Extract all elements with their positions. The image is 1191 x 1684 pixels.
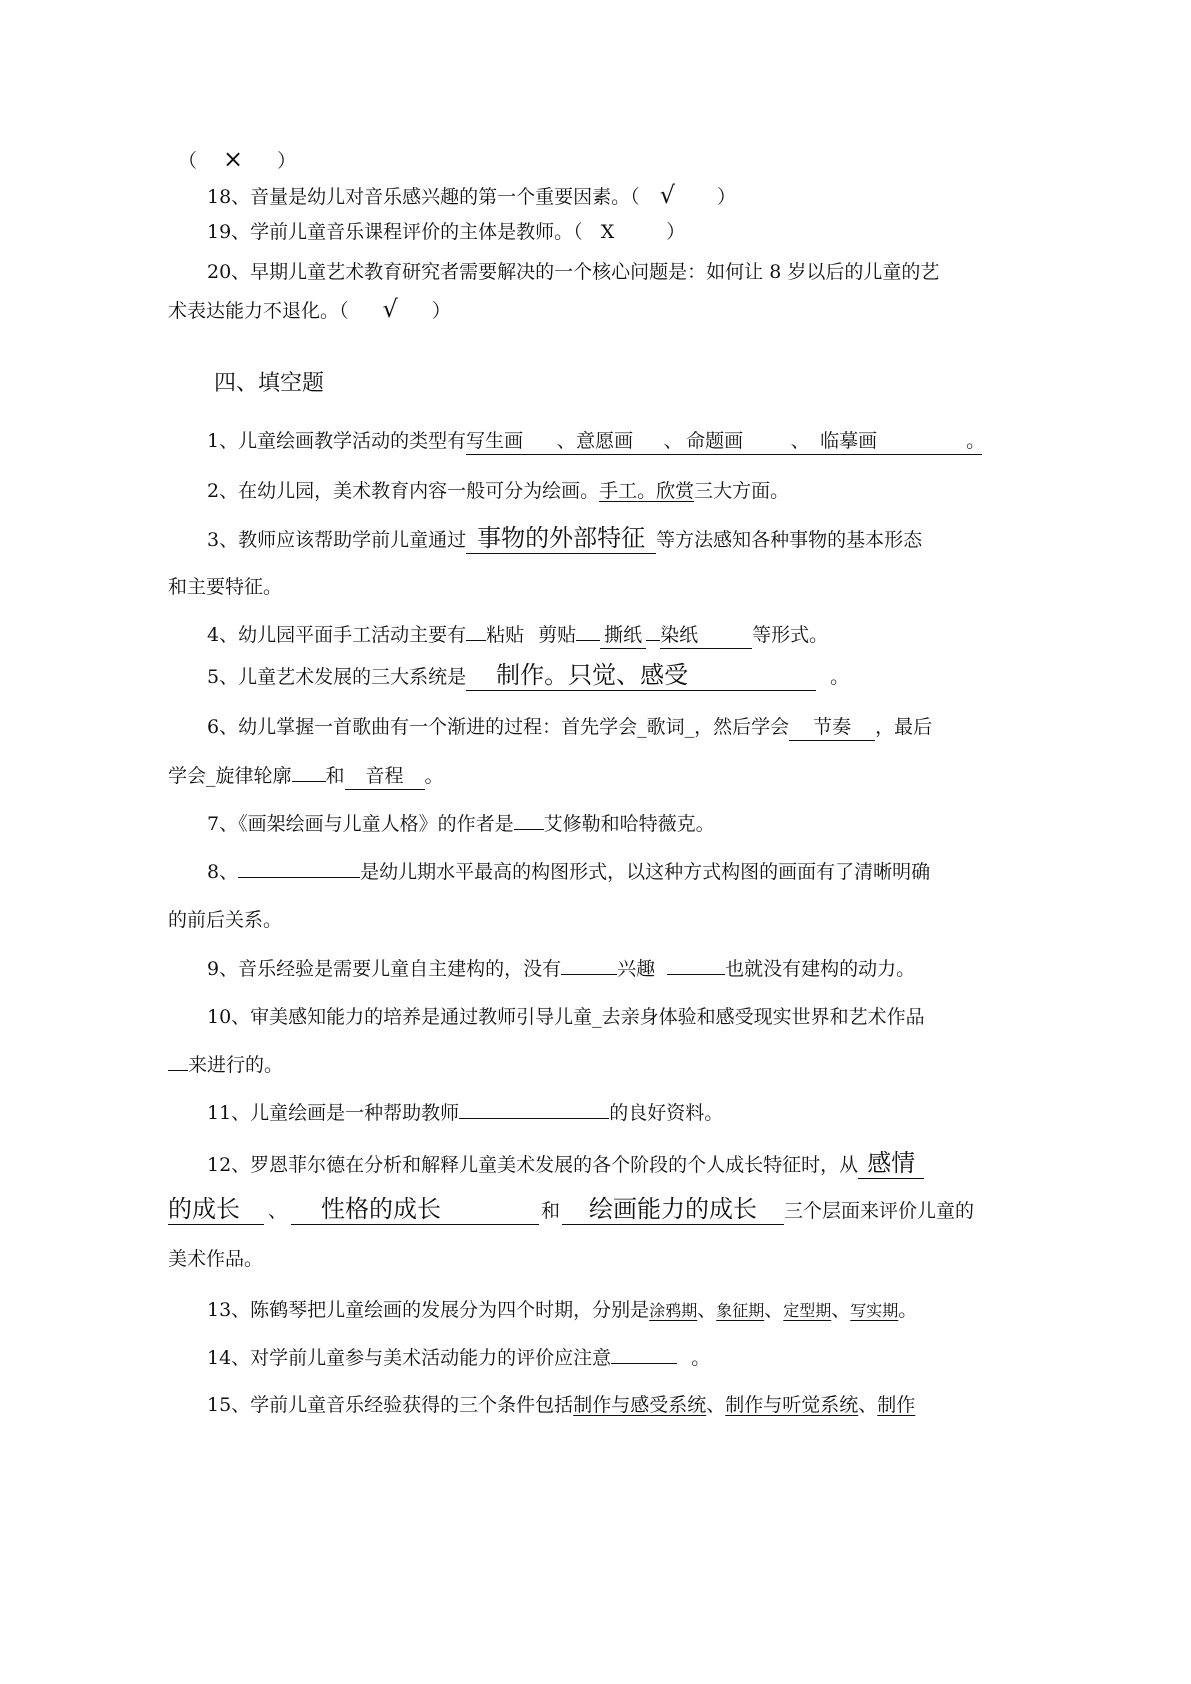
answer-text: 旋律轮廓 <box>215 765 292 787</box>
answer-text: 制作与感受系统 <box>573 1394 707 1416</box>
question-text: 等方法感知各种事物的基本形态 <box>656 529 923 551</box>
period: 。 <box>424 765 444 787</box>
cross-mark: X <box>600 221 615 243</box>
answer-blank: 写生画 <box>466 428 556 455</box>
fill-question-4 <box>207 622 828 649</box>
answer-blank: 临摹画 <box>820 428 966 455</box>
period: 。 <box>830 666 850 688</box>
paren-close: ） <box>431 300 451 322</box>
answer-blank: 意愿画 <box>576 428 660 455</box>
answer-blank: 绘画能力的成长 <box>562 1194 784 1225</box>
answer-blank: 染纸 <box>660 622 752 649</box>
answer-text: 写实期 <box>850 1301 899 1320</box>
tf-question-20-line2 <box>168 296 451 324</box>
question-text: 19、学前儿童音乐课程评价的主体是教师。（ <box>207 221 583 243</box>
answer-text: 制作与听觉系统 <box>725 1394 859 1416</box>
question-text: 7、《画架绘画与儿童人格》的作者是 <box>207 813 514 835</box>
separator: 。 <box>637 480 657 502</box>
question-text: 18、音量是幼儿对音乐感兴趣的第一个重要因素。（ <box>207 186 640 208</box>
question-text: 和 <box>325 765 345 787</box>
paren-close: ） <box>666 221 686 243</box>
check-mark: √ <box>659 181 675 209</box>
period: 。 <box>691 1347 711 1369</box>
fill-question-10: 10、审美感知能力的培养是通过教师引导儿童_去亲身体验和感受现实世界和艺术作品 <box>207 1006 925 1028</box>
question-text: ，然后学会 <box>694 716 790 738</box>
answer-text: 粘贴 <box>486 624 525 646</box>
question-text: 15、学前儿童音乐经验获得的三个条件包括 <box>207 1394 574 1416</box>
fill-question-6-line2: 学会_旋律轮廓 和 音程 。 <box>168 763 444 790</box>
question-text: 6、幼儿掌握一首歌曲有一个渐进的过程：首先学会 <box>207 716 638 738</box>
question-text: 学会 <box>168 765 207 787</box>
answer-text: 定型期 <box>783 1301 832 1320</box>
fill-question-5 <box>207 660 849 691</box>
question-text: 14、对学前儿童参与美术活动能力的评价应注意 <box>207 1347 612 1369</box>
answer-blank: 制作。只觉、感受 <box>466 660 816 691</box>
answer-blank: 的成长 <box>168 1194 264 1225</box>
question-text: 2、在幼儿园，美术教育内容一般可分为绘画。 <box>207 480 600 502</box>
question-text: 13、陈鹤琴把儿童绘画的发展分为四个时期，分别是 <box>207 1299 650 1321</box>
question-text: 三个层面来评价儿童的 <box>784 1200 975 1222</box>
fill-question-3-line2: 和主要特征。 <box>168 576 283 598</box>
check-mark: √ <box>382 295 398 323</box>
tf-question-19 <box>207 219 685 245</box>
fill-question-8-line2: 的前后关系。 <box>168 909 283 931</box>
tf-question-18 <box>207 182 736 210</box>
question-text: 三大方面。 <box>694 480 790 502</box>
fill-question-9 <box>207 956 915 982</box>
fill-question-3 <box>207 523 922 554</box>
separator: 、 <box>706 1394 726 1416</box>
answer-blank <box>238 877 360 878</box>
fill-question-6: 6、幼儿掌握一首歌曲有一个渐进的过程：首先学会_歌词_，然后学会 节奏 ，最后 <box>207 714 932 741</box>
answer-text: 制作 <box>877 1394 916 1416</box>
question-text: 和 <box>541 1200 561 1222</box>
question-text: 8、 <box>207 861 239 883</box>
period: 。 <box>898 1299 918 1321</box>
question-text: 术表达能力不退化。（ <box>168 300 349 322</box>
section-title: 四、填空题 <box>214 371 325 396</box>
tf-question-20: 20、早期儿童艺术教育研究者需要解决的一个核心问题是：如何让 8 岁以后的儿童的艺 <box>207 261 940 283</box>
answer-text: 歌词 <box>646 716 685 738</box>
q17-answer-line <box>178 146 296 174</box>
answer-blank <box>459 1118 609 1119</box>
separator: 、 <box>268 1200 288 1222</box>
fill-question-13 <box>207 1297 917 1324</box>
answer-blank: 节奏 <box>789 714 875 741</box>
fill-question-1 <box>207 428 986 455</box>
question-text: ，最后 <box>875 716 933 738</box>
separator: 、 <box>831 1299 851 1321</box>
answer-blank: 撕纸 <box>600 622 646 649</box>
question-text: 是幼儿期水平最高的构图形式，以这种方式构图的画面有了清晰明确 <box>360 861 931 883</box>
question-text: 1、儿童绘画教学活动的类型有 <box>207 430 467 452</box>
answer-blank <box>611 1363 677 1364</box>
paren-close: ） <box>716 186 736 208</box>
separator: 、 <box>556 428 576 455</box>
cross-mark: × <box>223 145 244 173</box>
answer-blank: 性格的成长 <box>291 1194 539 1225</box>
answer-blank: 命题画 <box>686 428 780 455</box>
answer-blank: 事物的外部特征 <box>466 523 656 554</box>
answer-text: 艾修勒和哈特薇克。 <box>543 813 715 835</box>
question-text: 12、罗恩菲尔德在分析和解释儿童美术发展的各个阶段的个人成长特征时，从 <box>207 1154 859 1176</box>
answer-text: 剪贴 <box>538 624 577 646</box>
period: 。 <box>966 428 982 455</box>
fill-question-15 <box>207 1392 915 1418</box>
question-text: 等形式。 <box>752 624 829 646</box>
question-text: 来进行的。 <box>188 1054 284 1076</box>
fill-question-12-line2 <box>168 1194 974 1225</box>
separator: 、 <box>660 428 686 455</box>
separator: 、 <box>697 1299 717 1321</box>
fill-question-11 <box>207 1100 723 1126</box>
fill-question-12 <box>207 1148 924 1179</box>
question-text: 的良好资料。 <box>609 1102 724 1124</box>
fill-question-10-line2 <box>168 1052 283 1078</box>
fill-question-14 <box>207 1345 710 1371</box>
paren-close: ） <box>277 150 297 172</box>
question-text: 4、幼儿园平面手工活动主要有 <box>207 624 467 646</box>
question-text: 3、教师应该帮助学前儿童通过 <box>207 529 467 551</box>
answer-text: 涂鸦期 <box>649 1301 698 1320</box>
fill-question-8 <box>207 859 930 885</box>
separator: 、 <box>780 428 820 455</box>
fill-question-2 <box>207 478 789 504</box>
answer-blank: 欣赏 <box>656 480 695 502</box>
question-text: 11、儿童绘画是一种帮助教师 <box>207 1102 460 1124</box>
paren-open: （ <box>178 150 198 172</box>
question-text: 9、音乐经验是需要儿童自主建构的，没有 <box>207 958 562 980</box>
answer-blank: 手工 <box>599 480 638 502</box>
question-text: 也就没有建构的动力。 <box>725 958 916 980</box>
answer-text: 象征期 <box>716 1301 765 1320</box>
separator: 、 <box>858 1394 878 1416</box>
question-text: 5、儿童艺术发展的三大系统是 <box>207 666 467 688</box>
answer-blank: 感情 <box>858 1148 924 1179</box>
separator: 、 <box>764 1299 784 1321</box>
fill-question-12-line3: 美术作品。 <box>168 1248 264 1270</box>
fill-question-7 <box>207 811 715 837</box>
answer-blank: 音程 <box>345 763 425 790</box>
answer-text: 兴趣 <box>617 958 656 980</box>
